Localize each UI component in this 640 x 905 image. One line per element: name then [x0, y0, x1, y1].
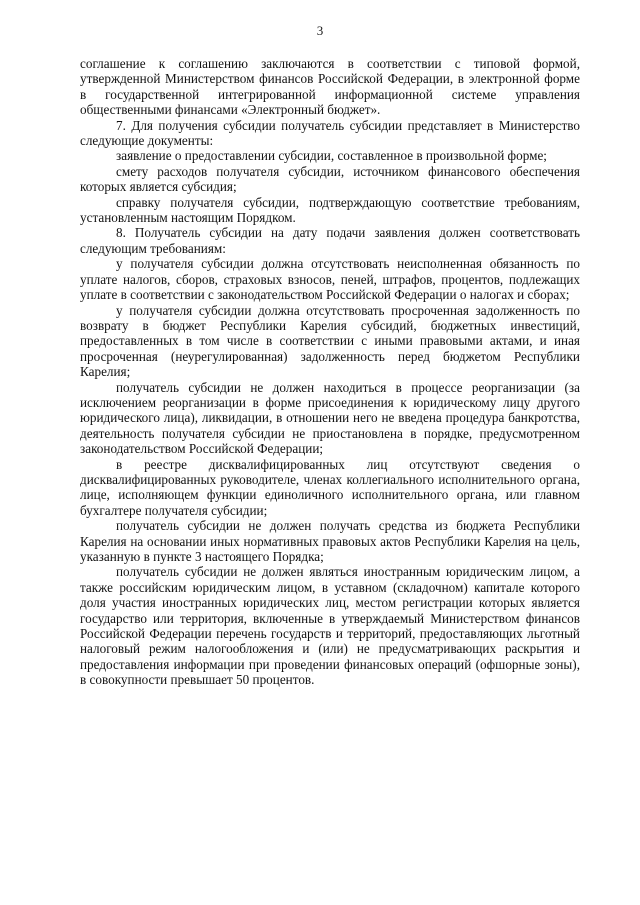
paragraph-agreement-continuation: соглашение к соглашению заключаются в соответствии с типовой формой, утвержденной Министерством финансов Российской Федерации, в электронной форме в государственной интегрированной информационной системе управления общественными финансами «Электронный бюджет». — [80, 56, 580, 118]
paragraph-other-funds: получатель субсидии не должен получать средства из бюджета Республики Карелия на основании иных нормативных правовых актов Республики Карелия на цель, указанную в пункте 3 настоящего Порядка; — [80, 518, 580, 564]
page-number: 3 — [316, 23, 324, 38]
paragraph-item-7: 7. Для получения субсидии получатель субсидии представляет в Министерство следующие документы: — [80, 117, 580, 149]
paragraph-item-8: 8. Получатель субсидии на дату подачи заявления должен соответствовать следующим требованиям: — [80, 225, 580, 256]
paragraph-reorganization: получатель субсидии не должен находиться в процессе реорганизации (за исключением реорганизации в форме присоединения к юридическому лицу другого юридического лица), ликвидации, в отношении него не введена процедура банкротства, деятельность получателя субсидии не приостановлена в порядке, предусмотренном законодательством Российской Федерации; — [80, 379, 580, 457]
paragraph-cost-estimate: смету расходов получателя субсидии, источником финансового обеспечения которых является субсидия; — [80, 163, 580, 195]
paragraph-certificate: справку получателя субсидии, подтверждающую соответствие требованиям, установленным настоящим Порядком. — [80, 194, 580, 226]
paragraph-foreign-entity: получатель субсидии не должен являться иностранным юридическим лицом, а также российским юридическим лицом, в уставном (складочном) капитале которого доля участия иностранных юридических лиц, местом регистрации которых является государство или территория, включенные в утверждаемый Министерством финансов Российской Федерации перечень государств и территорий, предоставляющих льготный налоговый режим налогообложения и (или) не предусматривающих раскрытия и предоставления информации при проведении финансовых операций (офшорные зоны), в совокупности превышает 50 процентов. — [80, 564, 580, 688]
document-body — [80, 56, 580, 688]
paragraph-application: заявление о предоставлении субсидии, составленное в произвольной форме; — [116, 148, 547, 164]
paragraph-disqualified-persons: в реестре дисквалифицированных лиц отсутствуют сведения о дисквалифицированных руководителе, членах коллегиального исполнительного органа, лице, исполняющем функции единоличного исполнительного органа, или главном бухгалтере получателя субсидии; — [80, 456, 580, 518]
paragraph-tax-obligations: у получателя субсидии должна отсутствовать неисполненная обязанность по уплате налогов, сборов, страховых взносов, пеней, штрафов, процентов, подлежащих уплате в соответствии с законодательством Российской Федерации о налогах и сборах; — [80, 256, 580, 303]
paragraph-overdue-debt: у получателя субсидии должна отсутствовать просроченная задолженность по возврату в бюджет Республики Карелия субсидий, бюджетных инвестиций, предоставленных в том числе в соответствии с иными правовыми актами, и иная просроченная (неурегулированная) задолженность перед бюджетом Республики Карелия; — [80, 302, 580, 380]
